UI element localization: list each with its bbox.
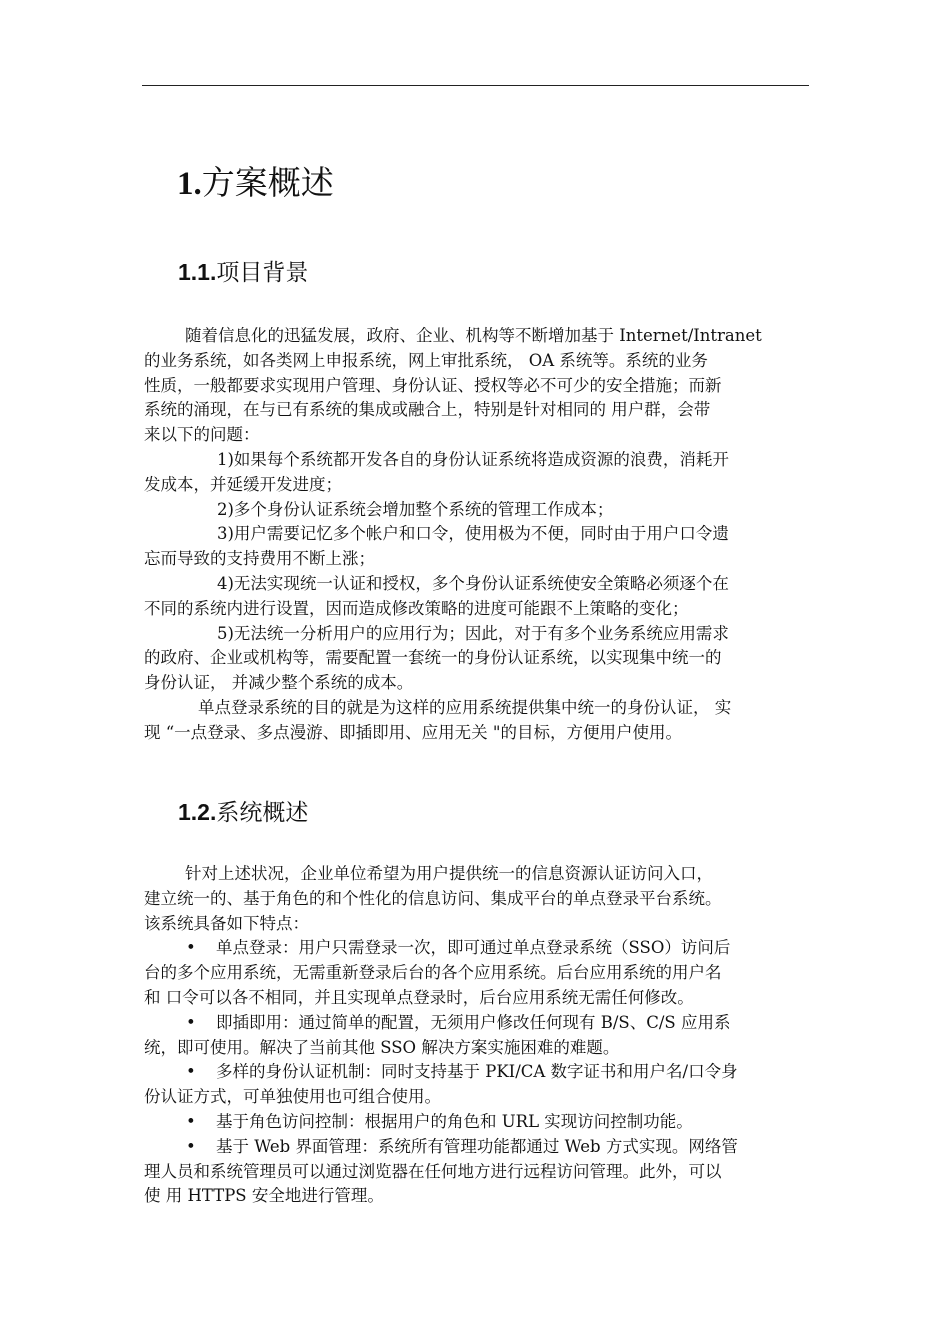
paragraph-line: 性质，一般都要求实现用户管理、身份认证、授权等必不可少的安全措施；而新 bbox=[144, 375, 722, 395]
list-item-line: 1)如果每个系统都开发各自的身份认证系统将造成资源的浪费，消耗开 bbox=[217, 449, 729, 469]
chapter-number: 1. bbox=[177, 166, 202, 202]
list-item-line: 身份认证， 并减少整个系统的成本。 bbox=[144, 673, 414, 693]
bullet-item-line: 理人员和系统管理员可以通过浏览器在任何地方进行远程访问管理。此外，可以 bbox=[144, 1161, 722, 1181]
paragraph-line: 针对上述状况，企业单位希望为用户提供统一的信息资源认证访问入口， bbox=[185, 864, 713, 883]
list-item-line: 的政府、企业或机构等，需要配置一套统一的身份认证系统，以实现集中统一的 bbox=[144, 648, 722, 668]
bullet-item-line: 使 用 HTTPS 安全地进行管理。 bbox=[144, 1186, 384, 1206]
bullet-item-line bbox=[144, 1011, 816, 1036]
bullet-item-line: 份认证方式，可单独使用也可组合使用。 bbox=[144, 1087, 441, 1107]
list-item-line: 3)用户需要记忆多个帐户和口令，使用极为不便，同时由于用户口令遗 bbox=[217, 524, 729, 544]
paragraph-line: 随着信息化的迅猛发展，政府、企业、机构等不断增加基于 Internet/Intranet bbox=[185, 326, 762, 345]
list-item-line: 发成本，并延缓开发进度； bbox=[144, 474, 342, 494]
bullet-item-line bbox=[144, 1110, 816, 1135]
bullet-text: 基于 Web 界面管理：系统所有管理功能都通过 Web 方式实现。网络管 bbox=[216, 1136, 738, 1156]
paragraph-line: 的业务系统，如各类网上申报系统，网上审批系统， OA 系统等。系统的业务 bbox=[144, 350, 708, 370]
bullet-text: 单点登录：用户只需登录一次，即可通过单点登录系统（SSO）访问后 bbox=[216, 938, 731, 958]
section-number: 1.2. bbox=[178, 799, 217, 825]
chapter-title: 方案概述 bbox=[201, 163, 334, 202]
paragraph-line: 来以下的问题： bbox=[144, 425, 260, 445]
bullet-item-line: 统，即可使用。解决了当前其他 SSO 解决方案实施困难的难题。 bbox=[144, 1037, 620, 1057]
chapter-heading bbox=[177, 160, 334, 207]
paragraph-line: 该系统具备如下特点： bbox=[144, 913, 309, 933]
list-item-line: 2)多个身份认证系统会增加整个系统的管理工作成本； bbox=[217, 499, 614, 519]
paragraph-line: 现 “一点登录、多点漫游、即插即用、应用无关 "的目标，方便用户使用。 bbox=[144, 722, 683, 742]
list-item-line: 忘而导致的支持费用不断上涨； bbox=[144, 549, 375, 569]
section-heading-1-2 bbox=[178, 796, 308, 829]
paragraph-line: 单点登录系统的目的就是为这样的应用系统提供集中统一的身份认证， 实 bbox=[198, 697, 732, 717]
section-1-2-body bbox=[144, 862, 816, 1209]
section-1-1-body bbox=[144, 324, 816, 746]
section-title: 项目背景 bbox=[216, 260, 309, 286]
bullet-item-line: 和 口令可以各不相同，并且实现单点登录时，后台应用系统无需任何修改。 bbox=[144, 987, 694, 1007]
bullet-icon: • bbox=[186, 1136, 196, 1156]
bullet-item-line: 台的多个应用系统，无需重新登录后台的各个应用系统。后台应用系统的用户名 bbox=[144, 963, 722, 983]
section-heading-1-1 bbox=[178, 256, 308, 289]
section-number: 1.1. bbox=[178, 259, 217, 285]
bullet-icon: • bbox=[186, 938, 196, 958]
list-item-line: 4)无法实现统一认证和授权，多个身份认证系统使安全策略必须逐个在 bbox=[217, 573, 729, 593]
bullet-icon: • bbox=[186, 1012, 196, 1032]
list-item-line: 不同的系统内进行设置，因而造成修改策略的进度可能跟不上策略的变化； bbox=[144, 598, 689, 618]
bullet-item-line bbox=[144, 1135, 816, 1160]
bullet-text: 基于角色访问控制：根据用户的角色和 URL 实现访问控制功能。 bbox=[216, 1111, 693, 1131]
bullet-item-line bbox=[144, 1060, 816, 1085]
header-rule bbox=[142, 85, 809, 86]
bullet-item-line bbox=[144, 936, 816, 961]
bullet-text: 多样的身份认证机制：同时支持基于 PKI/CA 数字证书和用户名/口令身 bbox=[216, 1062, 738, 1082]
paragraph-line: 系统的涌现，在与已有系统的集成或融合上，特别是针对相同的 用户群，会带 bbox=[144, 400, 711, 420]
bullet-icon: • bbox=[186, 1062, 196, 1082]
list-item-line: 5)无法统一分析用户的应用行为；因此，对于有多个业务系统应用需求 bbox=[217, 623, 729, 643]
paragraph-line: 建立统一的、基于角色的和个性化的信息访问、集成平台的单点登录平台系统。 bbox=[144, 888, 722, 908]
bullet-text: 即插即用：通过简单的配置，无须用户修改任何现有 B/S、C/S 应用系 bbox=[216, 1012, 731, 1032]
bullet-icon: • bbox=[186, 1111, 196, 1131]
section-title: 系统概述 bbox=[216, 800, 309, 826]
